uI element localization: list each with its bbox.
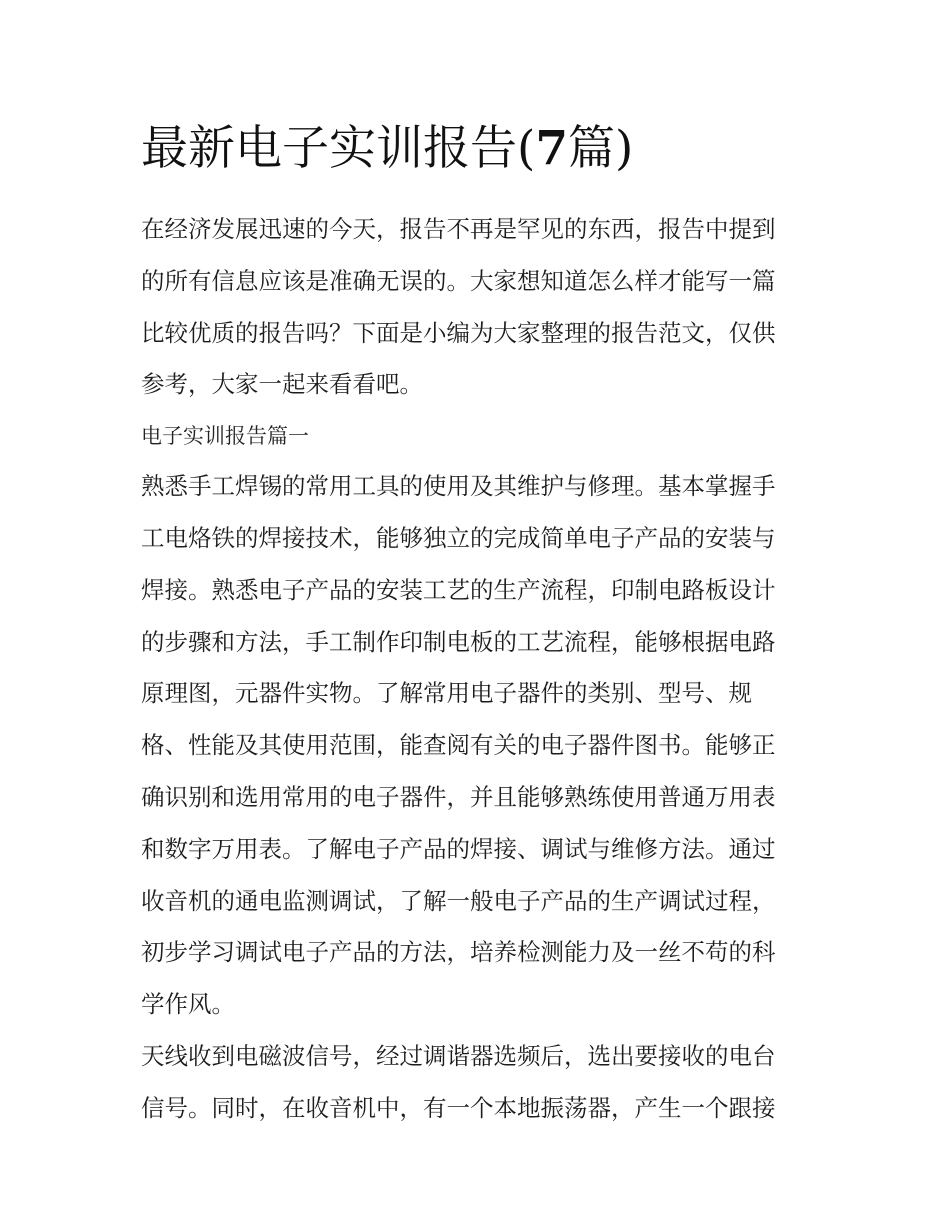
intro-line: 参考，大家一起来看看吧。: [141, 370, 423, 399]
title-suffix: 篇): [568, 121, 634, 176]
body-paragraph-2: [141, 1031, 813, 1135]
body-line: 初步学习调试电子产品的方法，培养检测能力及一丝不苟的科: [141, 938, 776, 967]
title-number: 7: [535, 121, 569, 176]
body-line: 确识别和选用常用的电子器件，并且能够熟练使用普通万用表: [141, 782, 776, 811]
title-text: 最新电子实训报告(: [141, 121, 536, 176]
intro-line: 在经济发展迅速的今天，报告不再是罕见的东西，报告中提到: [141, 215, 776, 243]
body-line: 学作风。: [141, 990, 235, 1019]
body-line: 原理图，元器件实物。了解常用电子器件的类别、型号、规: [141, 679, 752, 708]
document-title: [141, 118, 813, 180]
body-line: 的步骤和方法，手工制作印制电板的工艺流程，能够根据电路: [141, 627, 776, 656]
intro-line: 比较优质的报告吗？下面是小编为大家整理的报告范文，仅供: [141, 318, 776, 347]
body-line: 收音机的通电监测调试，了解一般电子产品的生产调试过程，: [141, 886, 776, 915]
section-heading: 电子实训报告篇一: [141, 424, 309, 449]
document-page: [141, 118, 813, 1135]
body-line: 格、性能及其使用范围，能查阅有关的电子器件图书。能够正: [141, 731, 776, 760]
body-line: 焊接。熟悉电子产品的安装工艺的生产流程，印制电路板设计: [141, 575, 776, 604]
body-paragraph: [141, 461, 813, 1031]
body-line: 熟悉手工焊锡的常用工具的使用及其维护与修理。基本掌握手: [141, 472, 776, 501]
intro-paragraph: [141, 204, 813, 411]
body-line: 天线收到电磁波信号，经过调谐器选频后，选出要接收的电台: [141, 1041, 776, 1070]
body-line: 和数字万用表。了解电子产品的焊接、调试与维修方法。通过: [141, 834, 776, 863]
body-line: 信号。同时，在收音机中，有一个本地振荡器，产生一个跟接: [141, 1093, 776, 1122]
body-line: 工电烙铁的焊接技术，能够独立的完成简单电子产品的安装与: [141, 523, 776, 552]
intro-line: 的所有信息应该是准确无误的。大家想知道怎么样才能写一篇: [141, 266, 776, 295]
